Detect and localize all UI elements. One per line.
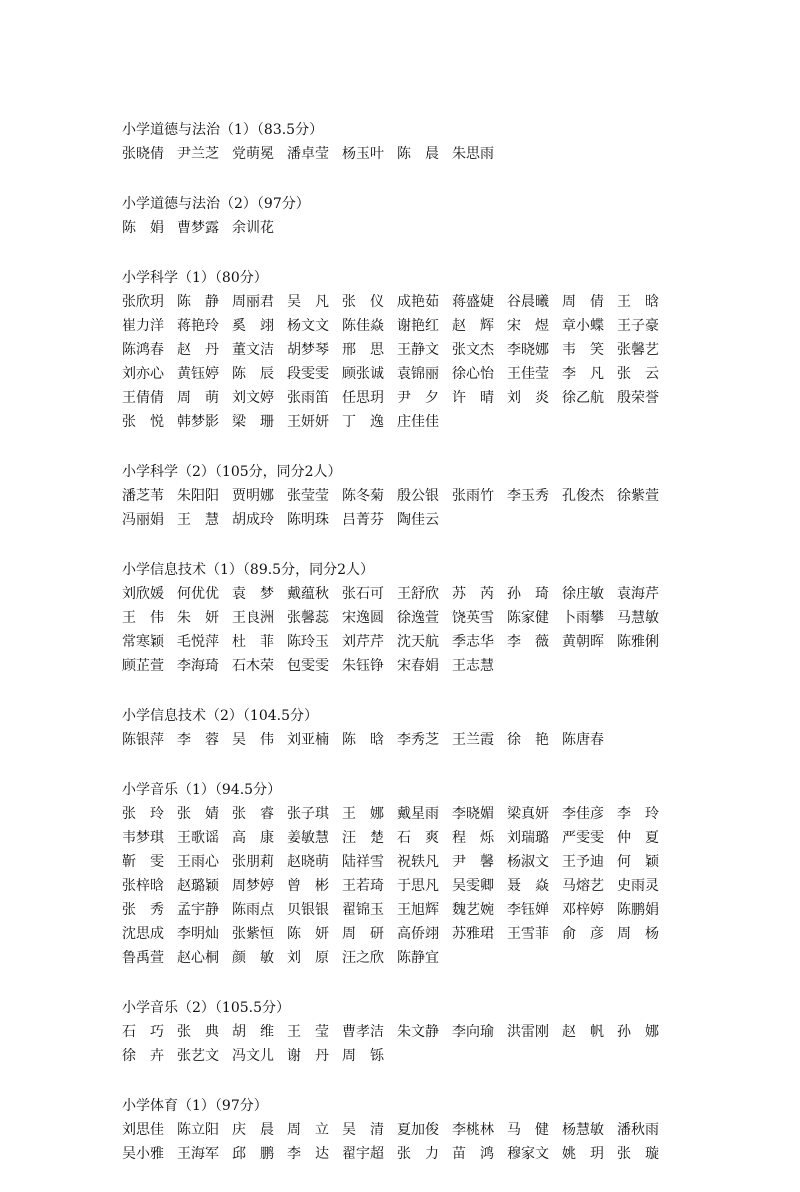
person-name: 张 秀 bbox=[122, 902, 164, 918]
person-name: 陈 晨 bbox=[397, 146, 439, 162]
person-name: 吕菁芬 bbox=[342, 512, 384, 528]
person-name: 许 晴 bbox=[452, 390, 494, 406]
person-name: 赵晓萌 bbox=[287, 854, 329, 870]
person-name: 刘瑞璐 bbox=[507, 830, 549, 846]
person-name: 宋春娟 bbox=[397, 658, 439, 674]
person-name: 吴 清 bbox=[342, 1122, 384, 1138]
name-list bbox=[122, 1020, 682, 1068]
person-name: 王良洲 bbox=[232, 610, 274, 626]
person-name: 张梓晗 bbox=[122, 878, 164, 894]
person-name: 毛悦萍 bbox=[177, 634, 219, 650]
person-name: 任思玥 bbox=[342, 390, 384, 406]
person-name: 吴雯卿 bbox=[452, 878, 494, 894]
person-name: 张莹莹 bbox=[287, 488, 329, 504]
person-name: 赵 丹 bbox=[177, 342, 219, 358]
person-name: 顾张诚 bbox=[342, 366, 384, 382]
person-name: 张子琪 bbox=[287, 806, 329, 822]
person-name: 徐心怡 bbox=[452, 366, 494, 382]
person-name: 陈家健 bbox=[507, 610, 549, 626]
person-name: 谢艳红 bbox=[397, 318, 439, 334]
person-name: 陈 娟 bbox=[122, 220, 164, 236]
name-list bbox=[122, 484, 682, 532]
person-name: 聂 焱 bbox=[507, 878, 549, 894]
person-name: 贾明娜 bbox=[232, 488, 274, 504]
person-name: 马 健 bbox=[507, 1122, 549, 1138]
person-name: 袁海芹 bbox=[617, 586, 659, 602]
person-name: 李 蓉 bbox=[177, 732, 219, 748]
person-name: 朱 妍 bbox=[177, 610, 219, 626]
person-name: 王 伟 bbox=[122, 610, 164, 626]
person-name: 饶英雪 bbox=[452, 610, 494, 626]
person-name: 苏雅珺 bbox=[452, 926, 494, 942]
name-list bbox=[122, 142, 682, 166]
person-name: 于思凡 bbox=[397, 878, 439, 894]
person-name: 韩梦影 bbox=[177, 414, 219, 430]
person-name: 杨慧敏 bbox=[562, 1122, 604, 1138]
person-name: 陈雨点 bbox=[232, 902, 274, 918]
person-name: 章小蝶 bbox=[562, 318, 604, 334]
person-name: 王妍妍 bbox=[287, 414, 329, 430]
person-name: 陈 辰 bbox=[232, 366, 274, 382]
person-name: 仲 夏 bbox=[617, 830, 659, 846]
person-name: 张 仪 bbox=[342, 294, 384, 310]
person-name: 庄佳佳 bbox=[397, 414, 439, 430]
person-name: 刘 原 bbox=[287, 950, 329, 966]
person-name: 王 晗 bbox=[617, 294, 659, 310]
person-name: 张紫恒 bbox=[232, 926, 274, 942]
person-name: 张 璇 bbox=[617, 1146, 659, 1162]
person-name: 殷荣誉 bbox=[617, 390, 659, 406]
person-name: 胡 维 bbox=[232, 1024, 274, 1040]
person-name: 高 康 bbox=[232, 830, 274, 846]
person-name: 沈天航 bbox=[397, 634, 439, 650]
person-name: 张 悦 bbox=[122, 414, 164, 430]
person-name: 李海琦 bbox=[177, 658, 219, 674]
person-name: 张欣玥 bbox=[122, 294, 164, 310]
person-name: 曾 彬 bbox=[287, 878, 329, 894]
person-name: 王 慧 bbox=[177, 512, 219, 528]
person-name: 刘亚楠 bbox=[287, 732, 329, 748]
section-heading: 小学音乐（2）（105.5分） bbox=[122, 1000, 290, 1016]
person-name: 李佳彦 bbox=[562, 806, 604, 822]
person-name: 苗 鸿 bbox=[452, 1146, 494, 1162]
person-name: 孙 琦 bbox=[507, 586, 549, 602]
person-name: 宋逸圆 bbox=[342, 610, 384, 626]
person-name: 王倩倩 bbox=[122, 390, 164, 406]
person-name: 李 达 bbox=[287, 1146, 329, 1162]
person-name: 李钰婵 bbox=[507, 902, 549, 918]
person-name: 张石可 bbox=[342, 586, 384, 602]
person-name: 王海军 bbox=[177, 1146, 219, 1162]
section-heading: 小学科学（2）（105分，同分2人） bbox=[122, 464, 342, 480]
section-heading: 小学信息技术（1）（89.5分，同分2人） bbox=[122, 562, 374, 578]
person-name: 黄朝晖 bbox=[562, 634, 604, 650]
person-name: 杨玉叶 bbox=[342, 146, 384, 162]
person-name: 李 凡 bbox=[562, 366, 604, 382]
person-name: 王 莹 bbox=[287, 1024, 329, 1040]
person-name: 陈雅俐 bbox=[617, 634, 659, 650]
person-name: 张 睿 bbox=[232, 806, 274, 822]
person-name: 张 云 bbox=[617, 366, 659, 382]
person-name: 陈 妍 bbox=[287, 926, 329, 942]
person-name: 高侨翊 bbox=[397, 926, 439, 942]
person-name: 吴 凡 bbox=[287, 294, 329, 310]
person-name: 冯文儿 bbox=[232, 1048, 274, 1064]
person-name: 段雯雯 bbox=[287, 366, 329, 382]
person-name: 石 巧 bbox=[122, 1024, 164, 1040]
person-name: 戴蕴秋 bbox=[287, 586, 329, 602]
person-name: 穆家文 bbox=[507, 1146, 549, 1162]
person-name: 陶佳云 bbox=[397, 512, 439, 528]
person-name: 赵 帆 bbox=[562, 1024, 604, 1040]
person-name: 张 典 bbox=[177, 1024, 219, 1040]
person-name: 邱 鹏 bbox=[232, 1146, 274, 1162]
person-name: 陈鸿春 bbox=[122, 342, 164, 358]
person-name: 颜 敏 bbox=[232, 950, 274, 966]
person-name: 陈静宜 bbox=[397, 950, 439, 966]
person-name: 翟宇超 bbox=[342, 1146, 384, 1162]
person-name: 陈 静 bbox=[177, 294, 219, 310]
person-name: 严雯雯 bbox=[562, 830, 604, 846]
person-name: 杨淑文 bbox=[507, 854, 549, 870]
person-name: 顾芷萱 bbox=[122, 658, 164, 674]
section-heading: 小学科学（1）（80分） bbox=[122, 270, 268, 286]
person-name: 刘思佳 bbox=[122, 1122, 164, 1138]
person-name: 周 倩 bbox=[562, 294, 604, 310]
person-name: 张 婧 bbox=[177, 806, 219, 822]
person-name: 梁真妍 bbox=[507, 806, 549, 822]
person-name: 洪雷刚 bbox=[507, 1024, 549, 1040]
person-name: 韦 笑 bbox=[562, 342, 604, 358]
person-name: 庆 晨 bbox=[232, 1122, 274, 1138]
person-name: 赵心桐 bbox=[177, 950, 219, 966]
name-list bbox=[122, 290, 682, 434]
person-name: 史雨灵 bbox=[617, 878, 659, 894]
person-name: 张朋莉 bbox=[232, 854, 274, 870]
person-name: 陈 晗 bbox=[342, 732, 384, 748]
section-heading: 小学音乐（1）（94.5分） bbox=[122, 782, 282, 798]
person-name: 丁 逸 bbox=[342, 414, 384, 430]
person-name: 王佳莹 bbox=[507, 366, 549, 382]
person-name: 夏加俊 bbox=[397, 1122, 439, 1138]
person-name: 党萌冕 bbox=[232, 146, 274, 162]
person-name: 王雪菲 bbox=[507, 926, 549, 942]
person-name: 张 玲 bbox=[122, 806, 164, 822]
person-name: 刘亦心 bbox=[122, 366, 164, 382]
person-name: 李桃林 bbox=[452, 1122, 494, 1138]
person-name: 董文洁 bbox=[232, 342, 274, 358]
person-name: 冯丽娟 bbox=[122, 512, 164, 528]
score-section bbox=[122, 1094, 682, 1166]
person-name: 曹梦露 bbox=[177, 220, 219, 236]
name-list bbox=[122, 582, 682, 678]
name-list bbox=[122, 216, 682, 240]
person-name: 徐紫萱 bbox=[617, 488, 659, 504]
person-name: 陈立阳 bbox=[177, 1122, 219, 1138]
person-name: 徐乙航 bbox=[562, 390, 604, 406]
person-name: 靳 雯 bbox=[122, 854, 164, 870]
person-name: 袁 梦 bbox=[232, 586, 274, 602]
person-name: 周梦婷 bbox=[232, 878, 274, 894]
person-name: 周丽君 bbox=[232, 294, 274, 310]
person-name: 王舒欣 bbox=[397, 586, 439, 602]
person-name: 石木荣 bbox=[232, 658, 274, 674]
person-name: 戴星雨 bbox=[397, 806, 439, 822]
score-section bbox=[122, 266, 682, 434]
name-list bbox=[122, 728, 682, 752]
person-name: 卜雨攀 bbox=[562, 610, 604, 626]
person-name: 季志华 bbox=[452, 634, 494, 650]
person-name: 汪之欣 bbox=[342, 950, 384, 966]
person-name: 王若琦 bbox=[342, 878, 384, 894]
person-name: 袁锦丽 bbox=[397, 366, 439, 382]
person-name: 王旭辉 bbox=[397, 902, 439, 918]
person-name: 刘文婷 bbox=[232, 390, 274, 406]
person-name: 杨文文 bbox=[287, 318, 329, 334]
person-name: 包雯雯 bbox=[287, 658, 329, 674]
score-section bbox=[122, 192, 682, 240]
person-name: 俞 彦 bbox=[562, 926, 604, 942]
person-name: 马熔艺 bbox=[562, 878, 604, 894]
person-name: 周 萌 bbox=[177, 390, 219, 406]
person-name: 朱文静 bbox=[397, 1024, 439, 1040]
person-name: 陈唐春 bbox=[562, 732, 604, 748]
score-section bbox=[122, 704, 682, 752]
person-name: 王歌谣 bbox=[177, 830, 219, 846]
person-name: 张文杰 bbox=[452, 342, 494, 358]
person-name: 陈银萍 bbox=[122, 732, 164, 748]
name-list bbox=[122, 802, 682, 970]
person-name: 潘芝苇 bbox=[122, 488, 164, 504]
person-name: 张雨笛 bbox=[287, 390, 329, 406]
person-name: 陈佳焱 bbox=[342, 318, 384, 334]
person-name: 张艺文 bbox=[177, 1048, 219, 1064]
person-name: 尹 夕 bbox=[397, 390, 439, 406]
person-name: 张馨蕊 bbox=[287, 610, 329, 626]
person-name: 石 爽 bbox=[397, 830, 439, 846]
person-name: 陆祥雪 bbox=[342, 854, 384, 870]
person-name: 徐 艳 bbox=[507, 732, 549, 748]
person-name: 周 立 bbox=[287, 1122, 329, 1138]
score-section bbox=[122, 118, 682, 166]
person-name: 邓梓婷 bbox=[562, 902, 604, 918]
person-name: 姚 玥 bbox=[562, 1146, 604, 1162]
document-page bbox=[122, 118, 682, 1192]
person-name: 朱钰铮 bbox=[342, 658, 384, 674]
person-name: 成艳茹 bbox=[397, 294, 439, 310]
person-name: 王志慧 bbox=[452, 658, 494, 674]
person-name: 蒋盛婕 bbox=[452, 294, 494, 310]
person-name: 蒋艳玲 bbox=[177, 318, 219, 334]
person-name: 张馨艺 bbox=[617, 342, 659, 358]
person-name: 苏 芮 bbox=[452, 586, 494, 602]
person-name: 尹 馨 bbox=[452, 854, 494, 870]
person-name: 王子豪 bbox=[617, 318, 659, 334]
person-name: 程 烁 bbox=[452, 830, 494, 846]
person-name: 孟宇静 bbox=[177, 902, 219, 918]
section-heading: 小学道德与法治（1）（83.5分） bbox=[122, 122, 324, 138]
person-name: 陈鹏娟 bbox=[617, 902, 659, 918]
person-name: 刘欣媛 bbox=[122, 586, 164, 602]
person-name: 梁 珊 bbox=[232, 414, 274, 430]
score-section bbox=[122, 460, 682, 532]
person-name: 常寒颖 bbox=[122, 634, 164, 650]
person-name: 沈思成 bbox=[122, 926, 164, 942]
person-name: 李 薇 bbox=[507, 634, 549, 650]
person-name: 韦梦琪 bbox=[122, 830, 164, 846]
person-name: 王兰霞 bbox=[452, 732, 494, 748]
person-name: 周 研 bbox=[342, 926, 384, 942]
person-name: 赵 辉 bbox=[452, 318, 494, 334]
person-name: 杜 菲 bbox=[232, 634, 274, 650]
person-name: 张 力 bbox=[397, 1146, 439, 1162]
person-name: 宋 煜 bbox=[507, 318, 549, 334]
person-name: 奚 翊 bbox=[232, 318, 274, 334]
person-name: 徐逸萱 bbox=[397, 610, 439, 626]
person-name: 殷公银 bbox=[397, 488, 439, 504]
person-name: 姜敏慧 bbox=[287, 830, 329, 846]
person-name: 孔俊杰 bbox=[562, 488, 604, 504]
section-heading: 小学信息技术（2）（104.5分） bbox=[122, 708, 318, 724]
person-name: 刘芹芹 bbox=[342, 634, 384, 650]
person-name: 王 娜 bbox=[342, 806, 384, 822]
person-name: 吴 伟 bbox=[232, 732, 274, 748]
score-section bbox=[122, 778, 682, 970]
section-heading: 小学道德与法治（2）（97分） bbox=[122, 196, 310, 212]
person-name: 朱阳阳 bbox=[177, 488, 219, 504]
score-section bbox=[122, 558, 682, 678]
person-name: 谢 丹 bbox=[287, 1048, 329, 1064]
person-name: 李晓娜 bbox=[507, 342, 549, 358]
person-name: 邢 思 bbox=[342, 342, 384, 358]
person-name: 王予迪 bbox=[562, 854, 604, 870]
person-name: 祝轶凡 bbox=[397, 854, 439, 870]
person-name: 谷晨曦 bbox=[507, 294, 549, 310]
person-name: 李明灿 bbox=[177, 926, 219, 942]
person-name: 李 玲 bbox=[617, 806, 659, 822]
person-name: 陈玲玉 bbox=[287, 634, 329, 650]
person-name: 王静文 bbox=[397, 342, 439, 358]
person-name: 陈冬菊 bbox=[342, 488, 384, 504]
person-name: 胡梦琴 bbox=[287, 342, 329, 358]
person-name: 赵璐颖 bbox=[177, 878, 219, 894]
score-section bbox=[122, 996, 682, 1068]
person-name: 贝银银 bbox=[287, 902, 329, 918]
person-name: 李玉秀 bbox=[507, 488, 549, 504]
person-name: 刘 炎 bbox=[507, 390, 549, 406]
person-name: 徐 卉 bbox=[122, 1048, 164, 1064]
person-name: 王雨心 bbox=[177, 854, 219, 870]
person-name: 张雨竹 bbox=[452, 488, 494, 504]
person-name: 魏艺婉 bbox=[452, 902, 494, 918]
person-name: 周 杨 bbox=[617, 926, 659, 942]
person-name: 余训花 bbox=[232, 220, 274, 236]
person-name: 潘秋雨 bbox=[617, 1122, 659, 1138]
person-name: 翟锦玉 bbox=[342, 902, 384, 918]
person-name: 何 颖 bbox=[617, 854, 659, 870]
person-name: 孙 娜 bbox=[617, 1024, 659, 1040]
person-name: 李晓媚 bbox=[452, 806, 494, 822]
person-name: 曹孝洁 bbox=[342, 1024, 384, 1040]
person-name: 陈明珠 bbox=[287, 512, 329, 528]
person-name: 潘卓莹 bbox=[287, 146, 329, 162]
person-name: 李向瑜 bbox=[452, 1024, 494, 1040]
person-name: 黄钰婷 bbox=[177, 366, 219, 382]
person-name: 马慧敏 bbox=[617, 610, 659, 626]
person-name: 崔力洋 bbox=[122, 318, 164, 334]
person-name: 尹兰芝 bbox=[177, 146, 219, 162]
person-name: 胡成玲 bbox=[232, 512, 274, 528]
person-name: 鲁禹萱 bbox=[122, 950, 164, 966]
person-name: 周 铄 bbox=[342, 1048, 384, 1064]
person-name: 朱思雨 bbox=[452, 146, 494, 162]
person-name: 吴小雅 bbox=[122, 1146, 164, 1162]
person-name: 张晓倩 bbox=[122, 146, 164, 162]
name-list bbox=[122, 1118, 682, 1166]
person-name: 何优优 bbox=[177, 586, 219, 602]
person-name: 汪 楚 bbox=[342, 830, 384, 846]
section-heading: 小学体育（1）（97分） bbox=[122, 1098, 268, 1114]
person-name: 徐庄敏 bbox=[562, 586, 604, 602]
person-name: 李秀芝 bbox=[397, 732, 439, 748]
